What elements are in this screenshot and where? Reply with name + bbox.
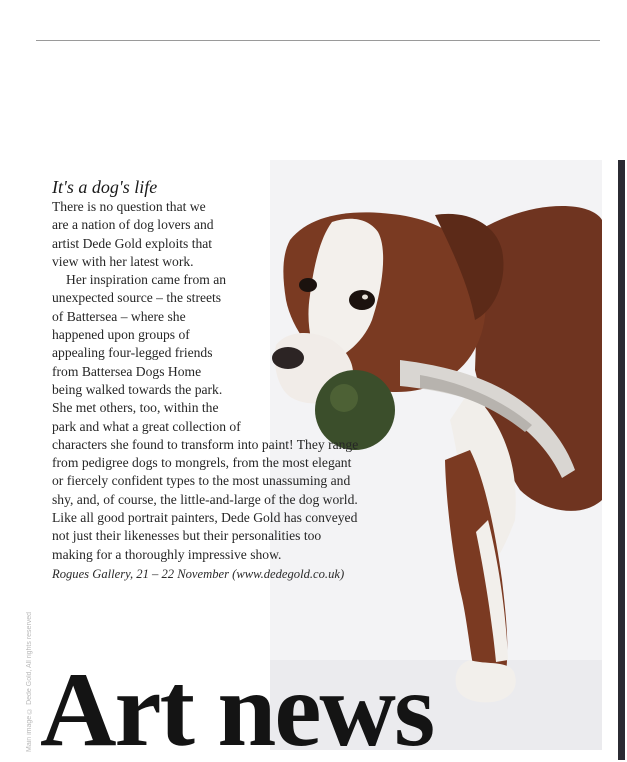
text-line: making for a thoroughly impressive show. <box>52 546 282 562</box>
text-line: are a nation of dog lovers and <box>52 217 214 233</box>
text-line: unexpected source – the streets <box>52 290 222 306</box>
text-line: characters she found to transform into paint! They range <box>52 436 359 452</box>
text-line: Like all good portrait painters, Dede Gold has conveyed <box>52 510 358 526</box>
article-paragraph-1 <box>52 198 452 271</box>
text-line: view with her latest work. <box>52 253 194 269</box>
text-line: of Battersea – where she <box>52 308 186 324</box>
article-paragraph-2 <box>52 271 452 564</box>
text-line: She met others, too, within the <box>52 400 219 416</box>
top-rule <box>36 40 600 41</box>
article <box>52 176 452 583</box>
text-line: from Battersea Dogs Home <box>52 363 202 379</box>
event-caption: Rogues Gallery, 21 – 22 November (www.dedegold.co.uk) <box>52 566 345 581</box>
article-title: It's a dog's life <box>52 177 158 197</box>
text-line: artist Dede Gold exploits that <box>52 235 213 251</box>
text-line: park and what a great collection of <box>52 418 241 434</box>
text-line: There is no question that we <box>52 199 206 214</box>
text-line: from pedigree dogs to mongrels, from the most elegant <box>52 455 352 471</box>
photo-credit: Main image © Dede Gold, All rights reserved <box>26 611 33 752</box>
section-title: Art news <box>40 651 434 762</box>
dog-front-paw <box>456 660 516 702</box>
text-line: shy, and, of course, the little-and-large of the dog world. <box>52 491 358 507</box>
page-edge-bar <box>618 160 625 760</box>
text-line: appealing four-legged friends <box>52 345 213 361</box>
text-line: not just their likenesses but their personalities too <box>52 528 322 544</box>
text-line: being walked towards the park. <box>52 381 223 397</box>
text-line: or fiercely confident types to the most unassuming and <box>52 473 351 489</box>
text-line: happened upon groups of <box>52 327 190 343</box>
text-line: Her inspiration came from an <box>66 272 227 288</box>
